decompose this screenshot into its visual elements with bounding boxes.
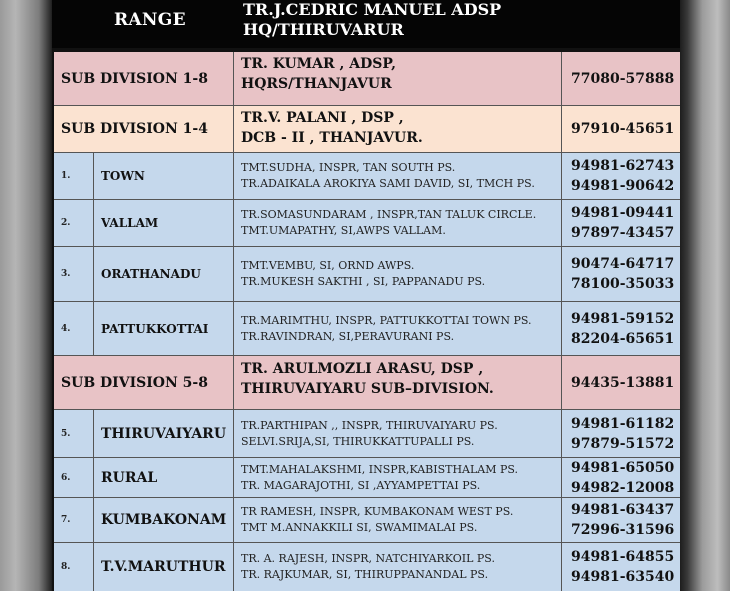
subdivision-row — [54, 106, 680, 153]
officer-line: TR. MAGARAJOTHI, SI ,AYYAMPETTAI PS. — [241, 478, 481, 492]
officer-line: TR.MUKESH SAKTHI , SI, PAPPANADU PS. — [241, 275, 486, 288]
phone-number: 72996-31596 — [571, 522, 675, 538]
officer-line: TR. A. RAJESH, INSPR, NATCHIYARKOIL PS. — [241, 552, 495, 565]
station-officers — [234, 458, 562, 497]
subdivision-row — [54, 52, 680, 106]
subdivision-label: SUB DIVISION 1-8 — [54, 52, 234, 105]
subdivision-officer — [234, 356, 562, 409]
station-officers — [234, 543, 562, 591]
phone-number: 94981-90642 — [571, 178, 675, 194]
row-number: 5. — [54, 410, 94, 457]
table-row — [54, 410, 680, 458]
phone-number: 97879-51572 — [571, 435, 675, 452]
station-name: ORATHANADU — [94, 247, 234, 301]
phone-number: 94981-64855 — [571, 549, 675, 565]
subdivision-officer-line1: TR.V. PALANI , DSP , — [241, 110, 404, 126]
subdivision-officer-line2: THIRUVAIYARU SUB–DIVISION. — [241, 381, 494, 397]
phone-number: 94981-59152 — [571, 310, 675, 327]
station-name: KUMBAKONAM — [94, 498, 234, 542]
table-row — [54, 247, 680, 302]
table-row — [54, 458, 680, 498]
row-number: 1. — [54, 153, 94, 199]
officer-line: TMT.SUDHA, INSPR, TAN SOUTH PS. — [241, 161, 456, 174]
station-phones — [562, 200, 680, 246]
phone-number: 90474-64717 — [571, 256, 675, 272]
officer-line: TR RAMESH, INSPR, KUMBAKONAM WEST PS. — [241, 505, 514, 518]
subdivision-officer-line1: TR. ARULMOZLI ARASU, DSP , — [241, 361, 484, 377]
station-phones — [562, 153, 680, 199]
table-row — [54, 498, 680, 543]
officer-line: TMT M.ANNAKKILI SI, SWAMIMALAI PS. — [241, 521, 478, 534]
officer-line: TMT.UMAPATHY, SI,AWPS VALLAM. — [241, 224, 446, 237]
phone-number: 94981-63540 — [571, 569, 675, 585]
phone-number: 94981-65050 — [571, 459, 675, 476]
station-name: RURAL — [94, 458, 234, 497]
right-frame — [680, 0, 730, 591]
phone-number: 94982-12008 — [571, 479, 675, 496]
range-officer-line1: TR.J.CEDRIC MANUEL ADSP — [243, 0, 502, 19]
officer-line: SELVI.SRIJA,SI, THIRUKKATTUPALLI PS. — [241, 434, 475, 448]
table-row — [54, 200, 680, 247]
phone-number: 78100-35033 — [571, 276, 675, 292]
officer-line: TR.ADAIKALA AROKIYA SAMI DAVID, SI, TMCH PS. — [241, 177, 535, 190]
phone-number: 97897-43457 — [571, 225, 675, 241]
phone-number: 94981-62743 — [571, 158, 675, 174]
subdivision-officer — [234, 52, 562, 105]
table-header — [52, 0, 680, 48]
subdivision-label: SUB DIVISION 1-4 — [54, 106, 234, 152]
subdivision-officer-line2: HQRS/THANJAVUR — [241, 76, 392, 92]
station-phones — [562, 458, 680, 497]
row-number: 2. — [54, 200, 94, 246]
subdivision-phone: 97910-45651 — [571, 121, 675, 137]
subdivision-row — [54, 356, 680, 410]
left-frame — [0, 0, 52, 591]
station-phones — [562, 302, 680, 355]
range-label: RANGE — [114, 10, 186, 30]
station-officers — [234, 410, 562, 457]
table-row — [54, 153, 680, 200]
officer-line: TR.MARIMTHU, INSPR, PATTUKKOTTAI TOWN PS. — [241, 313, 532, 327]
subdivision-officer-line1: TR. KUMAR , ADSP, — [241, 56, 397, 72]
officer-line: TR. RAJKUMAR, SI, THIRUPPANANDAL PS. — [241, 568, 489, 581]
table-row — [54, 543, 680, 591]
row-number: 6. — [54, 458, 94, 497]
row-number: 7. — [54, 498, 94, 542]
station-officers — [234, 302, 562, 355]
officer-line: TR.RAVINDRAN, SI,PERAVURANI PS. — [241, 329, 455, 343]
station-phones — [562, 498, 680, 542]
station-phones — [562, 543, 680, 591]
station-name: TOWN — [94, 153, 234, 199]
range-officer — [243, 0, 501, 40]
officer-line: TMT.VEMBU, SI, ORND AWPS. — [241, 259, 415, 272]
station-name: THIRUVAIYARU — [94, 410, 234, 457]
subdivision-officer-line2: DCB - II , THANJAVUR. — [241, 130, 423, 146]
station-name: VALLAM — [94, 200, 234, 246]
station-name: PATTUKKOTTAI — [94, 302, 234, 355]
phone-number: 94981-09441 — [571, 205, 675, 221]
subdivision-phone: 94435-13881 — [571, 374, 675, 391]
row-number: 8. — [54, 543, 94, 591]
range-officer-line2: HQ/THIRUVARUR — [243, 20, 404, 39]
row-number: 4. — [54, 302, 94, 355]
row-number: 3. — [54, 247, 94, 301]
station-officers — [234, 200, 562, 246]
station-officers — [234, 153, 562, 199]
station-officers — [234, 247, 562, 301]
phone-number: 94981-61182 — [571, 415, 675, 432]
subdivision-officer — [234, 106, 562, 152]
station-phones — [562, 247, 680, 301]
officer-line: TR.PARTHIPAN ,, INSPR, THIRUVAIYARU PS. — [241, 418, 498, 432]
phone-number: 94981-63437 — [571, 502, 675, 518]
officer-line: TR.SOMASUNDARAM , INSPR,TAN TALUK CIRCLE. — [241, 208, 537, 221]
station-phones — [562, 410, 680, 457]
station-officers — [234, 498, 562, 542]
subdivision-label: SUB DIVISION 5-8 — [54, 356, 234, 409]
officer-line: TMT.MAHALAKSHMI, INSPR,KABISTHALAM PS. — [241, 462, 519, 476]
subdivision-phone: 77080-57888 — [571, 70, 675, 87]
phone-number: 82204-65651 — [571, 330, 675, 347]
table-row — [54, 302, 680, 356]
station-name: T.V.MARUTHUR — [94, 543, 234, 591]
